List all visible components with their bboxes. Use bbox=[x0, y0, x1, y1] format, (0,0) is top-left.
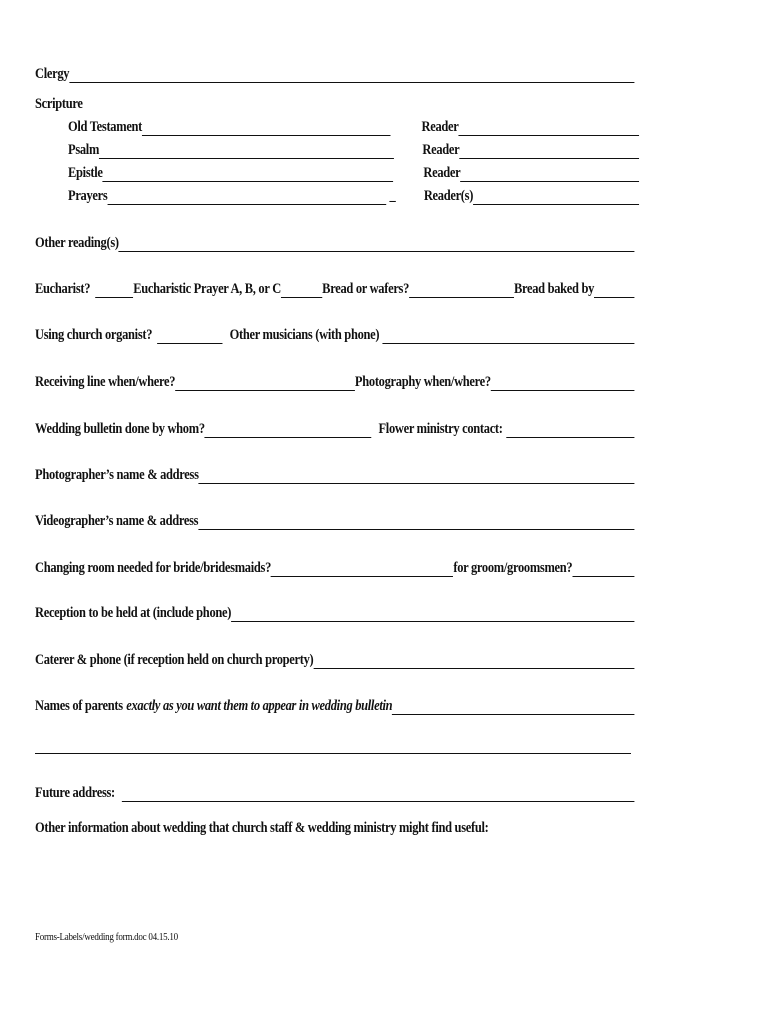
eucharist-row bbox=[35, 278, 634, 298]
videographer-label: Videographer’s name & address bbox=[35, 513, 199, 529]
bulletin-label: Wedding bulletin done by whom? bbox=[35, 421, 205, 437]
eucharistic-prayer-field[interactable] bbox=[281, 281, 322, 298]
flower-ministry-label: Flower ministry contact: bbox=[378, 421, 503, 437]
parents-row bbox=[35, 695, 634, 715]
reception-field[interactable] bbox=[231, 605, 634, 622]
videographer-row bbox=[35, 510, 634, 530]
videographer-field[interactable] bbox=[198, 513, 634, 530]
psalm-reader-field[interactable] bbox=[459, 142, 639, 159]
changing-room-row bbox=[35, 557, 634, 577]
other-readings-field[interactable] bbox=[119, 235, 635, 252]
other-readings-label: Other reading(s) bbox=[35, 235, 119, 251]
psalm-reader-label: Reader bbox=[422, 142, 460, 158]
changing-room-label: Changing room needed for bride/bridesmaids? bbox=[35, 560, 272, 576]
prayers-label: Prayers bbox=[68, 188, 108, 204]
other-readings-row bbox=[35, 232, 634, 252]
prayers-tail: _ bbox=[389, 188, 396, 204]
organist-field[interactable] bbox=[157, 327, 222, 344]
other-musicians-field[interactable] bbox=[383, 327, 635, 344]
photography-label: Photography when/where? bbox=[354, 374, 491, 390]
clergy-field[interactable] bbox=[69, 66, 634, 83]
prayers-field[interactable] bbox=[107, 188, 386, 205]
parents-italic-note: exactly as you want them to appear in wedding bulletin bbox=[126, 698, 393, 714]
organist-label: Using church organist? bbox=[35, 327, 153, 343]
photographer-row bbox=[35, 464, 634, 484]
photography-field[interactable] bbox=[491, 374, 635, 391]
other-info-label: Other information about wedding that church staff & wedding ministry might find useful: bbox=[35, 820, 489, 836]
epistle-field[interactable] bbox=[103, 165, 394, 182]
flower-ministry-field[interactable] bbox=[506, 421, 634, 438]
old-testament-reader-label: Reader bbox=[421, 119, 459, 135]
epistle-reader-field[interactable] bbox=[460, 165, 639, 182]
reception-label: Reception to be held at (include phone) bbox=[35, 605, 232, 621]
eucharistic-prayer-label: Eucharistic Prayer A, B, or C bbox=[133, 281, 281, 297]
bread-baked-label: Bread baked by bbox=[513, 281, 595, 297]
epistle-label: Epistle bbox=[68, 165, 103, 181]
reception-row bbox=[35, 602, 634, 622]
receiving-row bbox=[35, 371, 634, 391]
bulletin-field[interactable] bbox=[205, 421, 372, 438]
changing-room-groom-field[interactable] bbox=[572, 560, 634, 577]
parents-second-row bbox=[35, 734, 631, 754]
scripture-heading-row bbox=[35, 93, 634, 113]
caterer-field[interactable] bbox=[313, 652, 634, 669]
bread-baked-field[interactable] bbox=[594, 281, 634, 298]
bulletin-row bbox=[35, 418, 634, 438]
parents-field-line-2[interactable] bbox=[35, 737, 631, 754]
eucharist-field[interactable] bbox=[95, 281, 133, 298]
prayers-row bbox=[68, 185, 639, 205]
clergy-row bbox=[35, 63, 634, 83]
epistle-reader-label: Reader bbox=[423, 165, 461, 181]
old-testament-reader-field[interactable] bbox=[459, 119, 640, 136]
old-testament-field[interactable] bbox=[142, 119, 391, 136]
epistle-row bbox=[68, 162, 639, 182]
scripture-heading: Scripture bbox=[35, 96, 83, 112]
caterer-label: Caterer & phone (if reception held on church property) bbox=[35, 652, 314, 668]
psalm-row bbox=[68, 139, 639, 159]
old-testament-row bbox=[68, 116, 639, 136]
bread-field[interactable] bbox=[409, 281, 514, 298]
photographer-label: Photographer’s name & address bbox=[35, 467, 199, 483]
changing-room-bride-field[interactable] bbox=[271, 560, 453, 577]
other-musicians-label: Other musicians (with phone) bbox=[229, 327, 380, 343]
future-address-field[interactable] bbox=[122, 785, 635, 802]
old-testament-label: Old Testament bbox=[68, 119, 143, 135]
psalm-label: Psalm bbox=[68, 142, 100, 158]
parents-label: Names of parents bbox=[35, 698, 123, 714]
prayers-reader-field[interactable] bbox=[473, 188, 639, 205]
organist-row bbox=[35, 324, 634, 344]
future-address-row bbox=[35, 782, 634, 802]
parents-field[interactable] bbox=[392, 698, 634, 715]
receiving-line-field[interactable] bbox=[175, 374, 355, 391]
psalm-field[interactable] bbox=[99, 142, 394, 159]
clergy-label: Clergy bbox=[35, 66, 70, 82]
other-info-row bbox=[35, 817, 634, 837]
eucharist-label: Eucharist? bbox=[35, 281, 91, 297]
bread-label: Bread or wafers? bbox=[322, 281, 410, 297]
prayers-reader-label: Reader(s) bbox=[423, 188, 474, 204]
receiving-line-label: Receiving line when/where? bbox=[35, 374, 176, 390]
caterer-row bbox=[35, 649, 634, 669]
future-address-label: Future address: bbox=[35, 785, 115, 801]
groom-label: for groom/groomsmen? bbox=[453, 560, 573, 576]
document-footer: Forms-Labels/wedding form.doc 04.15.10 bbox=[35, 932, 178, 943]
photographer-field[interactable] bbox=[199, 467, 635, 484]
